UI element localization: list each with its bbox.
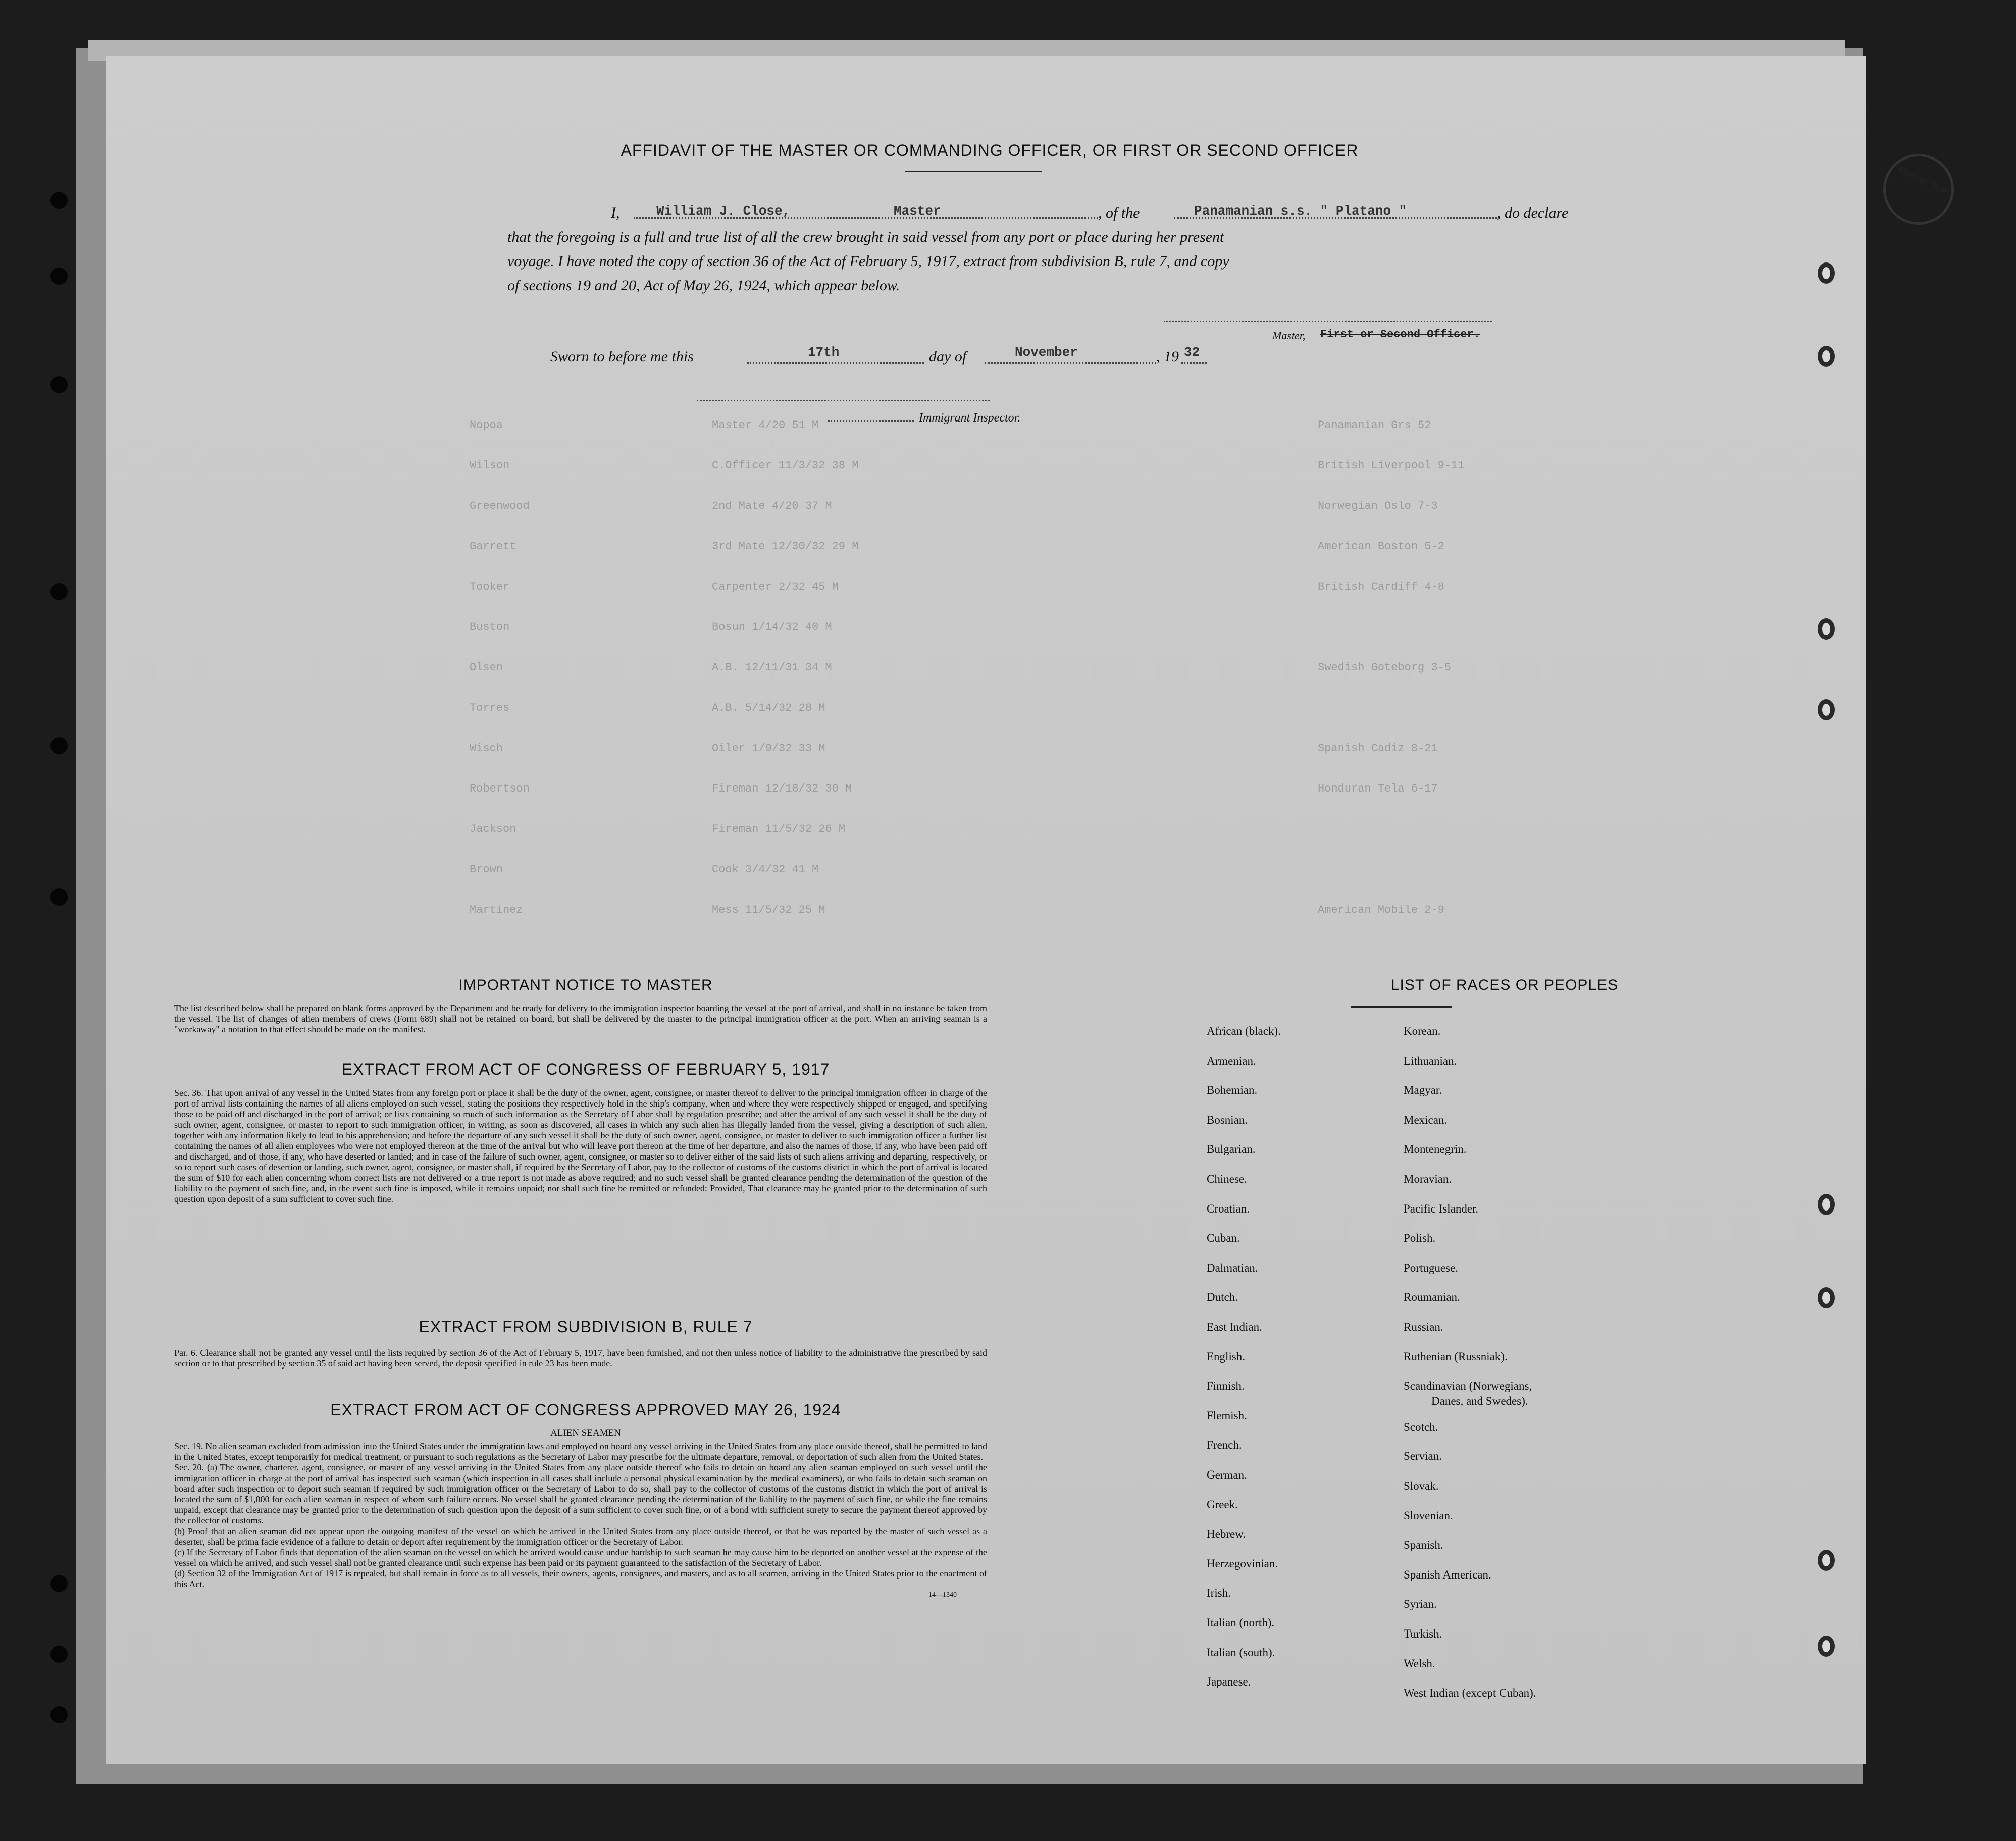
race-item: Polish.	[1404, 1232, 1436, 1245]
races-title: LIST OF RACES OR PEOPLES	[1390, 977, 1619, 993]
race-item: Bulgarian.	[1207, 1143, 1256, 1156]
race-item: Greek.	[1207, 1498, 1238, 1511]
year-prefix: , 19	[1156, 348, 1179, 365]
binder-hole	[50, 1706, 68, 1723]
day-of-label: day of	[929, 348, 967, 365]
notice-title: IMPORTANT NOTICE TO MASTER	[458, 977, 713, 993]
race-item: Japanese.	[1207, 1675, 1251, 1689]
sec20c-paragraph: (c) If the Secretary of Labor finds that deportation of the alien seaman on the vessel on which he arrived would cause undue hardship to such seaman he may cause him to be deported on another vessel at the expense of the vessel on which he arrived, and such vessel shall not be granted clearance until such expense has been paid or its payment guaranteed to the satisfaction of the Secretary of Labor.	[174, 1547, 987, 1568]
i-label: I,	[611, 204, 620, 221]
day-dotted-line	[747, 362, 924, 364]
race-item: Danes, and Swedes).	[1431, 1395, 1528, 1407]
race-item: Moravian.	[1404, 1173, 1452, 1185]
race-item: Scandinavian (Norwegians,	[1404, 1380, 1532, 1393]
race-item: Hebrew.	[1207, 1528, 1246, 1541]
master-name: William J. Close,	[656, 203, 791, 219]
document-page: Nopoa Master 4/20 51 M Panamanian Grs 52 Wilson C.Officer 11/3/32 38 M British Liverpool 9-11 Greenwood 2nd Mate 4/20 37 M Norwegian Oslo 7-3 Garrett 3rd Mate 12/30/32 29 M American Boston 5-2 Tooker Carpenter 2/32 45 M British Cardiff 4-8 Buston Bosun 1/14/32 40 M Olsen A.B. 12/11/31 34 M Swedish Goteborg 3-5 Torres A.B. 5/14/32 28 M Wisch Oiler 1/9/32 33 M Spanish Cadiz 8-21 Robertson Fireman 12/18/32 30 M Honduran Tela 6-17 Jackson Fireman 11/5/32 26 M Brown Cook 3/4/32 41 M Martinez Mess 11/5/32 25 M American Mobile 2-9 ARRIVAL SLIP AFFIDAVIT OF THE MASTER OR COMMANDING OFFICER, OR FIRST OR SECOND OFFICER I, William J. Close, Master , of the Panamanian s.s. " Platano " , do declare that the foregoing is a full and true list of all the crew brought in said vessel from any port or place during her present voyage. I have noted the copy of section 36 of the Act of February 5, 1917, extract from subdivision B, rule 7, and copy of sections 19 and 20, Act of May 26, 1924, which appear below. Master, First or Second Officer. Sworn to before me this 17th day of November , 19 32 Immigrant Inspector. IMPORTANT NOTICE TO MASTER The list described below shall be prepared on blank forms approved by the Department and be ready for delivery to the immigration inspector boarding the vessel at the port of arrival, and shall in no instance be taken from the vessel. The list of changes of alien members of crews (Form 689) shall not be retained on board, but shall be delivered by the master to the principal immigration officer at the port. When an arriving seaman is a "workaway" a notation to that effect should be made on the manifest. EXTRACT FROM ACT OF CONGRESS OF FEBRUARY 5, 1917 Sec. 36. That upon arrival of any vessel in the United States from any foreign port or place it shall be the duty of the owner, agent, consignee, or master thereof to deliver to the principal immigration officer in charge of the port of arrival lists containing the names of all aliens employed on such vessel, stating the positions they respectively hold in the ship's company, when and where they were respectively shipped or engaged, and specifying those to be paid off and discharged in the port of arrival; or lists containing so much of such information as the Secretary of Labor shall by regulation prescribe; and after the arrival of any such vessel it shall be the duty of such owner, agent, consignee, or master to report to such immigration officer, in writing, as soon as discovered, all cases in which any such alien has illegally landed from the vessel, giving a description of such alien, together with any information likely to lead to his apprehension; and before the departure of any such vessel it shall be the duty of such owner, agent, consignee, or master to deliver to such immigration officer a further list containing the names of all alien employees who were not employed thereon at the time of the arrival but who will leave port thereon at the time of her departure, and also the names of those, if any, who have been paid off and discharged, and of those, if any, who have deserted or landed; and in case of the failure of such owner, agent, consignee, or master so to deliver either of the said lists of such aliens arriving and departing, respectively, or so to report such cases of desertion or landing, such owner, agent, consignee, or master shall, if required by the Secretary of Labor, pay to the collector of customs of the customs district in which the port of arrival is located the sum of $10 for each alien concerning whom correct lists are not delivered or a true report is not made as above required; and no such vessel shall be granted clearance pending the determination of the question of the liability to the payment of such fine, and, in the event such fine is imposed, while it remains unpaid; nor shall such fine be remitted or refunded: Provided, That clearance may be granted prior to the determination of such question upon deposit of a sum sufficient to cover such fine. EXTRACT FROM SUBDIVISION B, RULE 7 Par. 6. Clearance shall not be granted any vessel until the lists required by section 36 of the Act of February 5, 1917, have been furnished, and not then unless notice of liability to the administrative fine prescribed by said section or to that prescribed by section 35 of said act having been served, the deposit specified in rule 23 has been made. EXTRACT FROM ACT OF CONGRESS APPROVED MAY 26, 1924 ALIEN SEAMEN Sec. 19. No alien seaman excluded from admission into the United States under the immigration laws and employed on board any vessel arriving in the United States from any place outside thereof, shall be permitted to land in the United States, except temporarily for medical treatment, or pursuant to such regulations as the Secretary of Labor may prescribe for the ultimate departure, removal, or deportation of such alien from the United States. Sec. 20. (a) The owner, charterer, agent, consignee, or master of any vessel arriving in the United States from any place outside thereof who fails to detain on board any alien seaman employed on such vessel until the immigration officer in charge at the port of arrival has inspected such seaman (which inspection in all cases shall include a personal physical examination by the medical examiners), or who fails to detain such seaman on board after such inspection or to deport such seaman if required by such immigration officer or the Secretary of Labor to do so, shall pay to the collector of customs of the customs district in which the port of arrival is located the sum of $1,000 for each alien seaman in respect of whom such failure occurs. No vessel shall be granted clearance pending the determination of the liability to the payment of such fine, or while the fine remains unpaid, except that clearance may be granted prior to the determination of such question upon the deposit of a sum sufficient to cover such fine, or of a bond with sufficient surety to secure the payment thereof approved by the collector of customs. (b) Proof that an alien seaman did not appear upon the outgoing manifest of the vessel on which he arrived in the United States from any place outside thereof, or that he was reported by the master of such vessel as a deserter, shall be prima facie evidence of a failure to detain or deport after requirement by the immigration officer or the Secretary of Labor. (c) If the Secretary of Labor finds that deportation of the alien seaman on the vessel on which he arrived would cause undue hardship to such seaman he may cause him to be deported on another vessel at the expense of the vessel on which he arrived, and such vessel shall not be granted clearance until such expense has been paid or its payment guaranteed to the satisfaction of the Secretary of Labor. (d) Section 32 of the Immigration Act of 1917 is repealed, but shall remain in force as to all vessels, their owners, agents, consignees, and masters, and as to all seamen, arriving in the United States prior to the enactment of this Act. 14—1340 LIST OF RACES OR PEOPLES Danes, and Swedes). African (black). Armenian. Bohemian. Bosnian. Bulgarian. Chinese. Croatian. Cuban. Dalmatian. Dutch. East Indian. English. Finnish. Flemish. French. German. Greek. Hebrew. Herzegovinian. Irish. Italian (north). Italian (south). Japanese. Korean. Lithuanian. Magyar. Mexican. Montenegrin. Moravian. Pacific Islander. Polish. Portuguese. Roumanian. Russian. Ruthenian (Russniak). Scandinavian (Norwegians, Scotch. Servian. Slovak. Slovenian. Spanish. Spanish American. Syrian. Turkish. Welsh. West Indian (except Cuban).	[106, 56, 1866, 1764]
master-rank: Master	[894, 203, 941, 219]
race-item: Chinese.	[1207, 1173, 1247, 1185]
year-dotted-line	[1181, 362, 1207, 364]
master-label: Master,	[1272, 329, 1306, 342]
race-item: German.	[1207, 1468, 1247, 1481]
race-item: Magyar.	[1404, 1084, 1442, 1097]
race-item: Spanish.	[1404, 1539, 1443, 1552]
binder-hole	[50, 376, 68, 393]
binder-ring	[1818, 1194, 1835, 1215]
sworn-label: Sworn to before me this	[550, 348, 694, 365]
binder-ring	[1818, 346, 1835, 367]
race-item: Korean.	[1404, 1025, 1441, 1037]
race-item: Roumanian.	[1404, 1291, 1460, 1304]
declare-label: , do declare	[1497, 204, 1569, 221]
form-number: 14—1340	[928, 1591, 957, 1599]
race-item: Pacific Islander.	[1404, 1202, 1479, 1215]
race-item: Lithuanian.	[1404, 1054, 1457, 1067]
arrival-stamp: ARRIVAL SLIP	[1872, 142, 1966, 236]
binder-hole	[50, 1646, 68, 1663]
race-item: Spanish American.	[1404, 1568, 1491, 1581]
binder-hole	[50, 888, 68, 906]
binder-ring	[1818, 1636, 1835, 1657]
race-item: West Indian (except Cuban).	[1404, 1687, 1536, 1700]
races-title-rule	[1351, 1006, 1452, 1008]
race-item: Scotch.	[1404, 1420, 1438, 1433]
race-item: Finnish.	[1207, 1380, 1245, 1393]
binder-hole	[50, 192, 68, 209]
race-item: Flemish.	[1207, 1409, 1247, 1422]
binder-ring	[1818, 618, 1835, 640]
binder-hole	[50, 1575, 68, 1592]
extract-1924-body	[174, 1441, 987, 1600]
inspector-signature-line	[697, 400, 990, 401]
race-item: Bosnian.	[1207, 1113, 1248, 1126]
race-item: Servian.	[1404, 1450, 1442, 1463]
race-item: Slovenian.	[1404, 1509, 1453, 1522]
race-item: Portuguese.	[1404, 1261, 1458, 1274]
race-item: Syrian.	[1404, 1598, 1437, 1611]
binder-hole	[50, 737, 68, 754]
extract-1917-body: Sec. 36. That upon arrival of any vessel in the United States from any foreign port or place it shall be the duty of the owner, agent, consignee, or master thereof to deliver to the principal immigration officer in charge of the port of arrival lists containing the names of all aliens employed on such vessel, stating the positions they respectively hold in the ship's company, when and where they were respectively shipped or engaged, and specifying those to be paid off and discharged in the port of arrival; or lists containing so much of such information as the Secretary of Labor shall by regulation prescribe; and after the arrival of any such vessel it shall be the duty of such owner, agent, consignee, or master to report to such immigration officer, in writing, as soon as discovered, all cases in which any such alien has illegally landed from the vessel, giving a description of such alien, together with any information likely to lead to his apprehension; and before the departure of any such vessel it shall be the duty of such owner, agent, consignee, or master to deliver to such immigration officer a further list containing the names of all alien employees who were not employed thereon at the time of the arrival but who will leave port thereon at the time of her departure, and also the names of those, if any, who have been paid off and discharged, and of those, if any, who have deserted or landed; and in case of the failure of such owner, agent, consignee, or master so to deliver either of the said lists of such aliens arriving and departing, respectively, or so to report such cases of desertion or landing, such owner, agent, consignee, or master shall, if required by the Secretary of Labor, pay to the collector of customs of the customs district in which the port of arrival is located the sum of $10 for each alien concerning whom correct lists are not delivered or a true report is not made as above required; and no such vessel shall be granted clearance pending the determination of the question of the liability to the payment of such fine, and, in the event such fine is imposed, while it remains unpaid; nor shall such fine be remitted or refunded: Provided, That clearance may be granted prior to the determination of such question upon deposit of a sum sufficient to cover such fine.	[174, 1088, 987, 1204]
race-item: Ruthenian (Russniak).	[1404, 1350, 1508, 1363]
binder-ring	[1818, 1550, 1835, 1571]
race-item: Russian.	[1404, 1321, 1443, 1333]
race-item: Montenegrin.	[1404, 1143, 1467, 1156]
race-item: Croatian.	[1207, 1202, 1250, 1215]
sec20a-paragraph: Sec. 20. (a) The owner, charterer, agent, consignee, or master of any vessel arriving in the United States from any place outside thereof who fails to detain on board any alien seaman employed on such vessel until the immigration officer in charge at the port of arrival has inspected such seaman (which inspection in all cases shall include a personal physical examination by the medical examiners), or who fails to detain such seaman on board after such inspection or to deport such seaman if required by such immigration officer or the Secretary of Labor to do so, shall pay to the collector of customs of the customs district in which the port of arrival is located the sum of $1,000 for each alien seaman in respect of whom such failure occurs. No vessel shall be granted clearance pending the determination of the liability to the payment of such fine, or while the fine remains unpaid, except that clearance may be granted prior to the determination of such question upon the deposit of a sum sufficient to cover such fine, or of a bond with sufficient surety to secure the payment thereof approved by the collector of customs.	[174, 1462, 987, 1526]
sworn-day: 17th	[808, 345, 840, 360]
race-item: Slovak.	[1404, 1480, 1439, 1492]
race-item: Turkish.	[1404, 1627, 1442, 1640]
notice-body: The list described below shall be prepared on blank forms approved by the Department and be ready for delivery to the immigration inspector boarding the vessel at the port of arrival, and shall in no instance be taken from the vessel. The list of changes of alien members of crews (Form 689) shall not be retained on board, but shall be delivered by the master to the principal immigration officer at the port. When an arriving seaman is a "workaway" a notation to that effect should be made on the manifest.	[174, 1003, 987, 1034]
extract-1924-title: EXTRACT FROM ACT OF CONGRESS APPROVED MAY 26, 1924	[330, 1401, 841, 1419]
race-item: Herzegovinian.	[1207, 1557, 1278, 1570]
race-item: French.	[1207, 1439, 1242, 1452]
race-item: Italian (south).	[1207, 1646, 1275, 1659]
rule7-title: EXTRACT FROM SUBDIVISION B, RULE 7	[419, 1318, 753, 1336]
binder-ring	[1818, 699, 1835, 720]
vessel-name: Panamanian s.s. " Platano "	[1194, 203, 1407, 219]
binder-ring	[1818, 1287, 1835, 1308]
binder-ring	[1818, 262, 1835, 284]
of-the-label: , of the	[1098, 204, 1140, 221]
race-item: East Indian.	[1207, 1321, 1262, 1333]
race-item: African (black).	[1207, 1025, 1281, 1037]
binder-hole	[50, 268, 68, 285]
sec20d-paragraph: (d) Section 32 of the Immigration Act of 1917 is repealed, but shall remain in force as to all vessels, their owners, agents, consignees, and masters, and as to all seamen, arriving in the United States prior to the enactment of this Act.	[174, 1568, 987, 1589]
rule7-body: Par. 6. Clearance shall not be granted any vessel until the lists required by section 36 of the Act of February 5, 1917, have been furnished, and not then unless notice of liability to the administrative fine prescribed by said section or to that prescribed by section 35 of said act having been served, the deposit specified in rule 23 has been made.	[174, 1348, 987, 1369]
alien-seamen-subtitle: ALIEN SEAMEN	[550, 1428, 621, 1438]
race-item: Dalmatian.	[1207, 1261, 1258, 1274]
race-item: Dutch.	[1207, 1291, 1238, 1304]
title-rule	[905, 171, 1042, 172]
inspector-sub-line	[828, 420, 914, 422]
race-item: Armenian.	[1207, 1054, 1256, 1067]
sec20b-paragraph: (b) Proof that an alien seaman did not appear upon the outgoing manifest of the vessel on which he arrived in the United States from any place outside thereof, or that he was reported by the master of such vessel as a deserter, shall be prima facie evidence of a failure to detain or deport after requirement by the immigration officer or the Secretary of Labor.	[174, 1526, 987, 1547]
race-item: Cuban.	[1207, 1232, 1240, 1245]
race-item: English.	[1207, 1350, 1246, 1363]
month-dotted-line	[985, 362, 1156, 364]
affidavit-body-line1: that the foregoing is a full and true list of all the crew brought in said vessel from any port or place during her present	[507, 229, 1224, 245]
struck-officer-text: First or Second Officer.	[1320, 328, 1480, 341]
race-item: Bohemian.	[1207, 1084, 1258, 1097]
race-item: Irish.	[1207, 1587, 1231, 1600]
inspector-label: Immigrant Inspector.	[919, 411, 1021, 425]
affidavit-title: AFFIDAVIT OF THE MASTER OR COMMANDING OFFICER, OR FIRST OR SECOND OFFICER	[621, 141, 1359, 160]
race-item: Mexican.	[1404, 1113, 1448, 1126]
race-item: Italian (north).	[1207, 1616, 1275, 1629]
sworn-year: 32	[1184, 345, 1200, 360]
extract-1917-title: EXTRACT FROM ACT OF CONGRESS OF FEBRUARY 5, 1917	[341, 1060, 830, 1078]
sworn-month: November	[1015, 345, 1078, 360]
affidavit-body-line3: of sections 19 and 20, Act of May 26, 1924, which appear below.	[507, 277, 900, 294]
affidavit-body-line2: voyage. I have noted the copy of section 36 of the Act of February 5, 1917, extract from subdivision B, rule 7, and copy	[507, 253, 1229, 270]
master-signature-line	[1164, 321, 1492, 322]
sec19-paragraph: Sec. 19. No alien seaman excluded from admission into the United States under the immigration laws and employed on board any vessel arriving in the United States from any place outside thereof, shall be permitted to land in the United States, except temporarily for medical treatment, or pursuant to such regulations as the Secretary of Labor may prescribe for the ultimate departure, removal, or deportation of such alien from the United States.	[174, 1441, 987, 1462]
race-item: Welsh.	[1404, 1657, 1435, 1670]
binder-hole	[50, 583, 68, 600]
